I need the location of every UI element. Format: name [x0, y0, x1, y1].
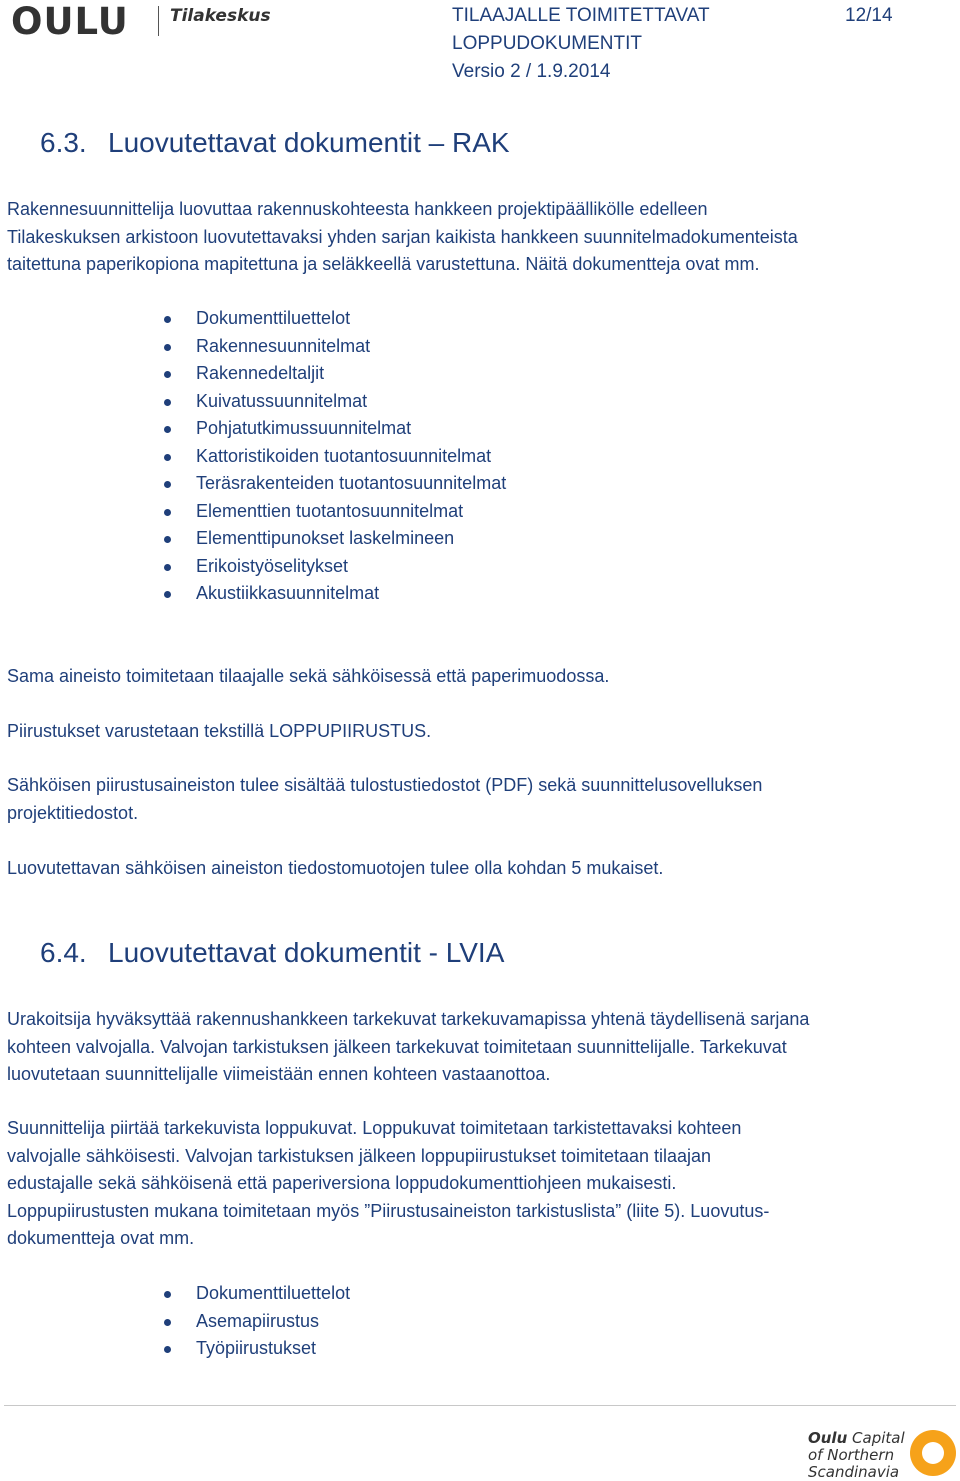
oulu-capital-logo [808, 1430, 905, 1481]
list-item-text: Elementtien tuotantosuunnitelmat [196, 500, 464, 521]
header-title-line1: TILAAJALLE TOIMITETTAVAT [452, 5, 710, 26]
rak-document-list [0, 305, 506, 608]
page-header [0, 0, 960, 90]
text-line: Loppupiirustusten mukana toimitetaan myös ”Piirustusaineiston tarkistuslista” (liite 5). Luovutus- [7, 1200, 770, 1221]
rak-paragraph-3 [7, 772, 937, 827]
bullet-icon [164, 426, 171, 433]
bullet-icon [164, 481, 171, 488]
rak-intro-paragraph [7, 196, 937, 279]
bullet-icon [164, 1319, 171, 1326]
bullet-icon [164, 564, 171, 571]
bullet-icon [164, 454, 171, 461]
list-item [0, 415, 506, 443]
list-item-text: Työpiirustukset [196, 1338, 317, 1358]
list-item-text: Teräsrakenteiden tuotantosuunnitelmat [196, 473, 507, 493]
list-item [0, 525, 506, 553]
list-item-text: Elementtipunokset laskelmineen [196, 528, 455, 548]
header-version: Versio 2 / 1.9.2014 [452, 61, 611, 82]
bullet-icon [164, 591, 171, 598]
list-item-text: Rakennesuunnitelmat [196, 335, 371, 356]
list-item-text: Akustiikkasuunnitelmat [196, 583, 380, 603]
page-number: 12/14 [845, 5, 893, 26]
logo-text: Capital [852, 1429, 905, 1447]
text-line: kohteen valvojalla. Valvojan tarkistuksen jälkeen tarkekuvat toimitetaan suunnittelijalle. Tarkekuvat [7, 1036, 787, 1057]
list-item-text: Kuivatussuunnitelmat [196, 390, 368, 411]
text-line: luovutetaan suunnittelijalle viimeistään ennen kohteen vastaanottoa. [7, 1064, 551, 1084]
list-item-text: Kattoristikoiden tuotantosuunnitelmat [196, 445, 492, 466]
text-line: Luovutettavan sähköisen aineiston tiedostomuotojen tulee olla kohdan 5 mukaiset. [7, 858, 664, 878]
list-item [0, 333, 506, 361]
list-item [0, 1280, 350, 1308]
list-item [0, 1308, 350, 1336]
bullet-icon [164, 1346, 171, 1353]
list-item [0, 1335, 350, 1363]
header-title-line2: LOPPUDOKUMENTIT [452, 33, 643, 54]
footer-divider [4, 1405, 956, 1406]
list-item [0, 305, 506, 333]
bullet-icon [164, 344, 171, 351]
text-line: Suunnittelija piirtää tarkekuvista loppukuvat. Loppukuvat toimitetaan tarkistettavaksi kohteen [7, 1118, 742, 1138]
text-line: edustajalle sekä sähköisenä että paperiversiona loppudokumenttiohjeen mukaisesti. [7, 1173, 677, 1193]
section-number: 6.4. [40, 937, 87, 968]
text-line: Rakennesuunnittelija luovuttaa rakennuskohteesta hankkeen projektipäällikölle edelleen [7, 199, 708, 219]
text-line: Sähköisen piirustusaineiston tulee sisältää tulostustiedostot (PDF) sekä suunnittelusovelluksen [7, 775, 763, 795]
list-item-text: Pohjatutkimussuunnitelmat [196, 418, 412, 438]
text-line: taitettuna paperikopiona mapitettuna ja seläkkeellä varustettuna. Näitä dokumentteja ovat mm. [7, 254, 760, 274]
list-item [0, 388, 506, 416]
list-item-text: Rakennedeltaljit [196, 363, 325, 383]
rak-paragraph-4 [7, 855, 937, 883]
list-item-text: Erikoistyöselitykset [196, 555, 349, 576]
logo-text: Oulu [808, 1429, 848, 1447]
list-item [0, 580, 506, 608]
lvia-paragraph-2 [7, 1115, 937, 1253]
list-item [0, 498, 506, 526]
text-line: Sama aineisto toimitetaan tilaajalle sekä sähköisessä että paperimuodossa. [7, 666, 610, 686]
section-title: Luovutettavat dokumentit – RAK [108, 127, 510, 158]
list-item-text: Dokumenttiluettelot [196, 308, 351, 328]
section-heading-rak [40, 127, 510, 159]
lvia-paragraph-1 [7, 1006, 937, 1089]
text-line: Urakoitsija hyväksyttää rakennushankkeen tarkekuvat tarkekuvamapissa yhtenä täydellisenä sarjana [7, 1009, 810, 1029]
text-line: dokumentteja ovat mm. [7, 1228, 195, 1248]
list-item [0, 360, 506, 388]
oulu-circle-logo-icon [910, 1430, 956, 1476]
logo-text: of Northern [808, 1446, 895, 1464]
list-item [0, 553, 506, 581]
text-line: Tilakeskuksen arkistoon luovutettavaksi yhden sarjan kaikista hankkeen suunnitelmadokumenteista [7, 226, 798, 247]
tilakeskus-logo: Tilakeskus [170, 6, 271, 26]
section-title: Luovutettavat dokumentit - LVIA [108, 937, 505, 968]
list-item-text: Dokumenttiluettelot [196, 1283, 351, 1303]
text-line: projektitiedostot. [7, 802, 139, 823]
bullet-icon [164, 536, 171, 543]
section-number: 6.3. [40, 127, 87, 158]
list-item [0, 443, 506, 471]
bullet-icon [164, 371, 171, 378]
text-line: Piirustukset varustetaan tekstillä LOPPUPIIRUSTUS. [7, 721, 432, 741]
oulu-logo: OULU [11, 0, 129, 43]
text-line: valvojalle sähköisesti. Valvojan tarkistuksen jälkeen loppupiirustukset toimitetaan tilaajan [7, 1145, 712, 1166]
logo-text: Scandinavia [808, 1463, 900, 1481]
list-item-text: Asemapiirustus [196, 1310, 320, 1331]
list-item [0, 470, 506, 498]
logo-divider [158, 6, 159, 36]
bullet-icon [164, 1291, 171, 1298]
bullet-icon [164, 399, 171, 406]
bullet-icon [164, 509, 171, 516]
lvia-document-list [0, 1280, 350, 1363]
rak-paragraph-2 [7, 718, 937, 746]
rak-paragraph-1 [7, 663, 937, 691]
section-heading-lvia [40, 937, 504, 969]
bullet-icon [164, 316, 171, 323]
